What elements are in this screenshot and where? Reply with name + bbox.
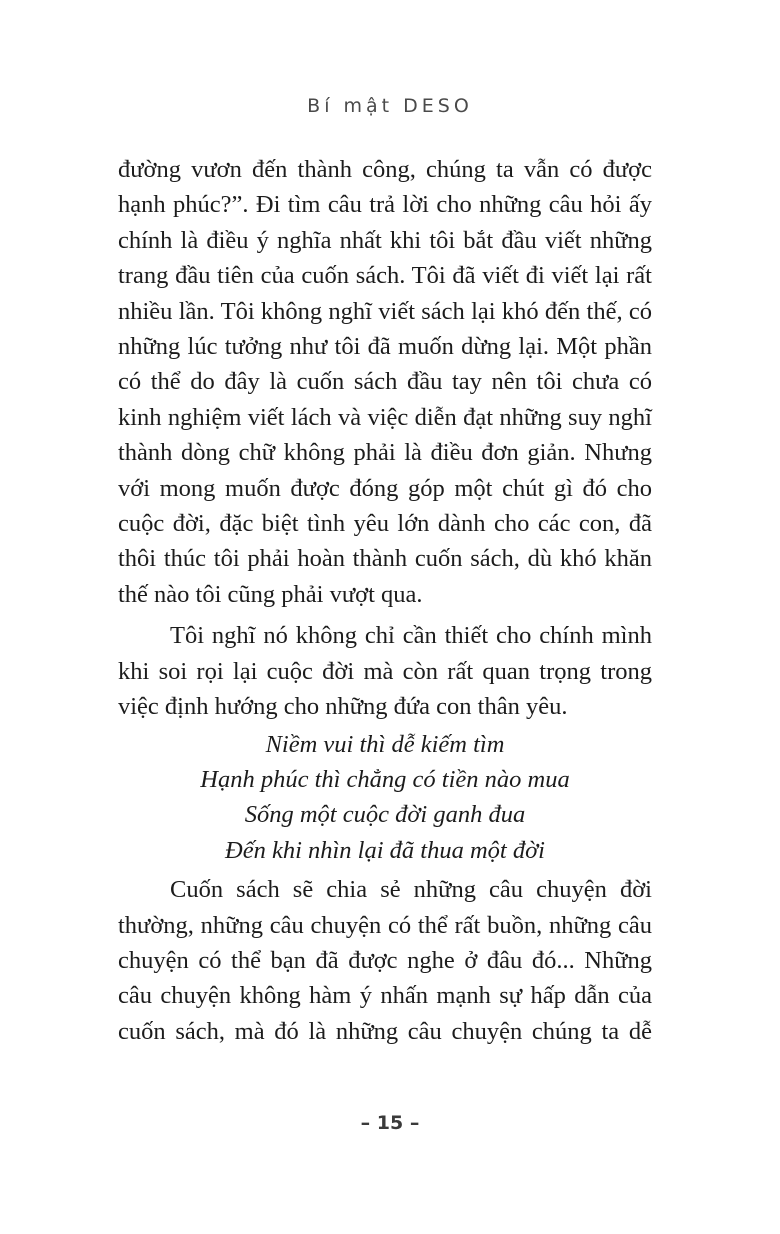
- text-line: với mong muốn được đóng góp một chút gì đó cho: [118, 474, 652, 502]
- text-line: thế nào tôi cũng phải vượt qua.: [118, 580, 423, 608]
- text-line: trang đầu tiên của cuốn sách. Tôi đã viết đi viết lại rất: [118, 262, 652, 290]
- text-line: khi soi rọi lại cuộc đời mà còn rất quan trọng trong: [118, 657, 652, 685]
- text-line: nhiều lần. Tôi không nghĩ viết sách lại khó đến thế, có: [118, 297, 652, 325]
- text-line: những lúc tưởng như tôi đã muốn dừng lại. Một phần: [118, 333, 652, 361]
- text-line: chính là điều ý nghĩa nhất khi tôi bắt đầu viết những: [118, 226, 652, 254]
- text-line: thường, những câu chuyện có thể rất buồn, những câu: [118, 911, 652, 939]
- text-line: đường vươn đến thành công, chúng ta vẫn có được: [118, 156, 652, 183]
- poem-line: Đến khi nhìn lại đã thua một đời: [225, 836, 545, 864]
- poem-line: Hạnh phúc thì chẳng có tiền nào mua: [200, 765, 570, 793]
- poem-line: Niềm vui thì dễ kiếm tìm: [265, 730, 505, 758]
- text-line: thành dòng chữ không phải là điều đơn giản. Nhưng: [118, 439, 652, 467]
- text-line: cuộc đời, đặc biệt tình yêu lớn dành cho các con, đã: [118, 510, 652, 538]
- paragraph-1: [118, 152, 652, 612]
- text-line: thôi thúc tôi phải hoàn thành cuốn sách, dù khó khăn: [118, 545, 652, 573]
- text-line: việc định hướng cho những đứa con thân yêu.: [118, 693, 568, 721]
- text-line: câu chuyện không hàm ý nhấn mạnh sự hấp dẫn của: [118, 982, 652, 1010]
- text-line: có thể do đây là cuốn sách đầu tay nên tôi chưa có: [118, 368, 652, 396]
- text-line: Tôi nghĩ nó không chỉ cần thiết cho chính mình: [170, 622, 652, 650]
- running-header: Bí mật DESO: [307, 95, 473, 117]
- text-line: Cuốn sách sẽ chia sẻ những câu chuyện đời: [170, 876, 652, 904]
- text-line: chuyện có thể bạn đã được nghe ở đâu đó... Những: [118, 946, 652, 974]
- poem-block: [118, 727, 652, 869]
- paragraph-3: [118, 872, 652, 1049]
- text-line: kinh nghiệm viết lách và việc diễn đạt những suy nghĩ: [118, 403, 652, 431]
- page-number: – 15 –: [360, 1112, 420, 1134]
- poem-line: Sống một cuộc đời ganh đua: [244, 801, 526, 829]
- text-line: hạnh phúc?”. Đi tìm câu trả lời cho những câu hỏi ấy: [118, 191, 652, 219]
- text-line: cuốn sách, mà đó là những câu chuyện chúng ta dễ: [118, 1017, 652, 1045]
- page-body: [118, 152, 652, 1049]
- paragraph-2: [118, 618, 652, 724]
